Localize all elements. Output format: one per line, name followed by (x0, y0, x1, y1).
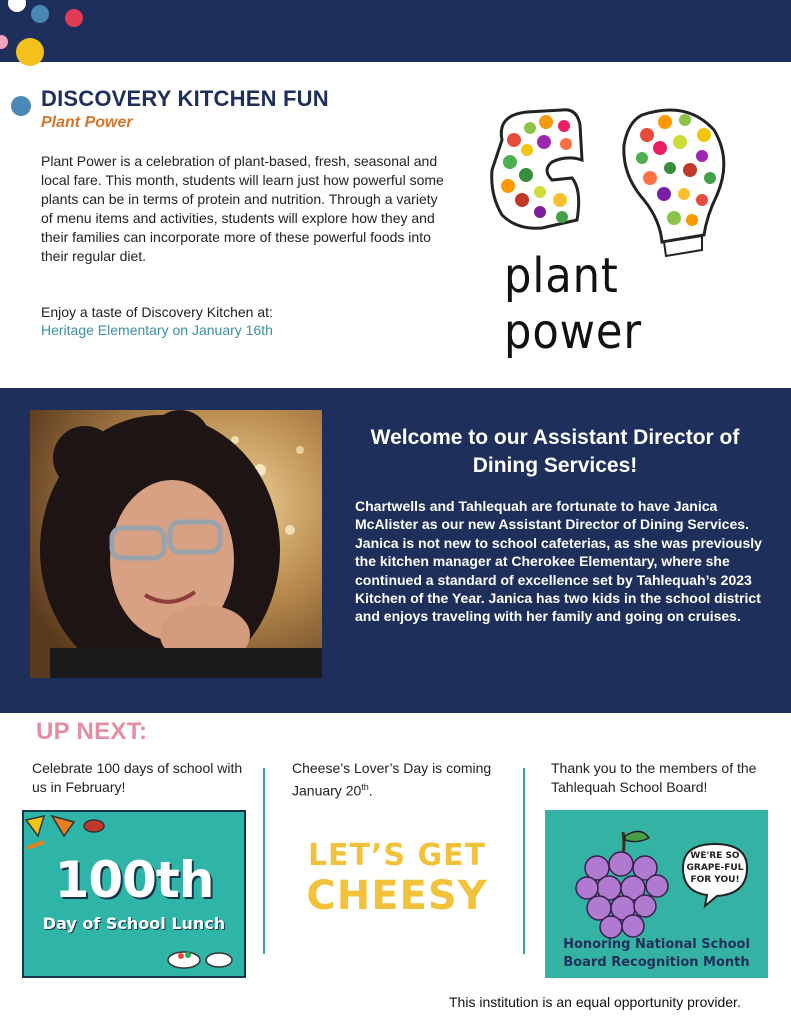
yellow-dot (16, 38, 44, 66)
top-banner (0, 0, 791, 62)
small-blue-dot (11, 96, 31, 116)
up-next-item-cheese-day (292, 759, 517, 801)
intro-paragraph: Plant Power is a celebration of plant-based, fresh, seasonal and local fare. This month, students will learn just how powerful some plants can be in terms of protein and nutrition. Through a variety of menu items and activities, students will explore how they and their families can incorporate more of these powerful foods into their regular diet. (41, 153, 444, 264)
event-location: Heritage Elementary on January 16th (41, 322, 273, 338)
bubble-line-3: FOR YOU! (690, 875, 740, 885)
column-divider-1 (263, 768, 265, 954)
feature-bio: Chartwells and Tahlequah are fortunate to have Janica McAlister as our new Assistant Director of Dining Services. Janica is not new to school cafeterias, as she was previously the kitchen manager at Cherokee Elementary, where she continued a standard of excellence set by Tahlequah’s 2023 Kitchen of the Year. Janica has two kids in the school district and enjoys traveling with her family and going on cruises. (355, 498, 762, 625)
blue-dot (31, 5, 49, 23)
enjoy-text: Enjoy a taste of Discovery Kitchen at: (41, 304, 273, 320)
cheesy-line-1: LET’S GET (307, 838, 487, 873)
cheese-day-period: . (368, 782, 373, 799)
100th-day-graphic (22, 810, 246, 978)
board-caption-line-2: Board Recognition Month (563, 955, 750, 970)
staff-portrait-photo (30, 410, 322, 678)
cheesy-line-2: CHEESY (306, 873, 488, 919)
school-board-graphic (545, 810, 768, 978)
cheese-day-suffix: th (361, 782, 369, 792)
page-title: DISCOVERY KITCHEN FUN (41, 86, 329, 111)
bubble-line-2: GRAPE-FUL (686, 863, 744, 873)
plant-power-logo-text: plant power (504, 248, 643, 360)
bubble-line-1: WE'RE SO (690, 851, 740, 861)
100th-sublabel: Day of School Lunch (42, 914, 226, 933)
red-dot (65, 9, 83, 27)
feature-heading: Welcome to our Assistant Director of Dining Services! (370, 426, 740, 477)
page-subtitle: Plant Power (41, 114, 133, 131)
up-next-item-100-days: Celebrate 100 days of school with us in February! (32, 760, 243, 795)
column-divider-2 (523, 768, 525, 954)
board-caption-line-1: Honoring National School (563, 937, 750, 952)
up-next-heading: UP NEXT: (36, 718, 148, 745)
footer-disclaimer: This institution is an equal opportunity provider. (449, 994, 741, 1010)
up-next-item-school-board: Thank you to the members of the Tahlequah School Board! (551, 760, 757, 795)
cheese-day-text: Cheese’s Lover’s Day is coming January 20 (292, 760, 492, 799)
100th-label: 100th (54, 851, 214, 909)
lets-get-cheesy-graphic (302, 838, 492, 928)
